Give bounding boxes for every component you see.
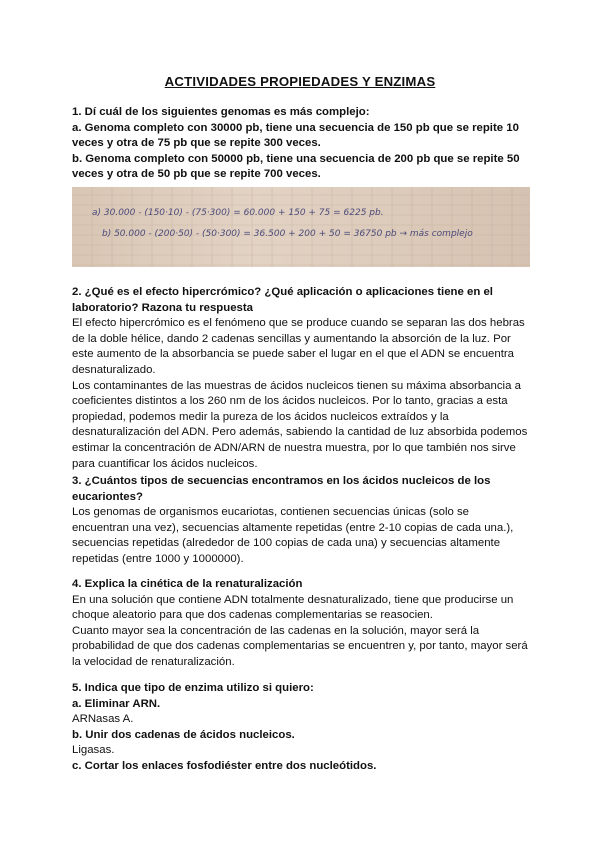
question-1	[72, 105, 528, 183]
q5-option-b: b. Unir dos cadenas de ácidos nucleicos.	[72, 728, 295, 741]
q4-question: 4. Explica la cinética de la renaturalización	[72, 578, 303, 590]
q3-paragraph-1: Los genomas de organismos eucariotas, contienen secuencias únicas (solo se encuentran una vez), secuencias altamente repetidas (entre 2-10 copias de cada una.), secuencias repetidas (alrededor de 100 copias de cada una) y secuencias altamente repetidas (entre 1000 y 1000000).	[72, 506, 514, 565]
q1-option-a: a. Genoma completo con 30000 pb, tiene una secuencia de 150 pb que se repite 10 veces y otra de 75 pb que se repite 300 veces.	[72, 121, 519, 150]
q5-answer-b: Ligasas.	[72, 744, 115, 757]
q1-option-b: b. Genoma completo con 50000 pb, tiene una secuencia de 200 pb que se repite 50 veces y otra de 50 pb que se repite 700 veces.	[72, 152, 520, 181]
q5-option-c: c. Cortar los enlaces fosfodiéster entre dos nucleótidos.	[72, 759, 377, 772]
q2-question: 2. ¿Qué es el efecto hipercrómico? ¿Qué aplicación o aplicaciones tiene en el laboratorio? Razona tu respuesta	[72, 286, 493, 314]
question-4	[72, 577, 528, 671]
page-title: ACTIVIDADES PROPIEDADES Y ENZIMAS	[164, 74, 436, 89]
question-2	[72, 285, 528, 472]
question-3	[72, 474, 528, 568]
q3-question: 3. ¿Cuántos tipos de secuencias encontramos en los ácidos nucleicos de los eucariontes?	[72, 475, 491, 503]
q1-question: 1. Dí cuál de los siguientes genomas es más complejo:	[72, 106, 370, 118]
question-5	[72, 681, 528, 775]
q4-paragraph-2: Cuanto mayor sea la concentración de las cadenas en la solución, mayor será la probabilidad de que dos cadenas complementarias se encuentren y, por tanto, mayor será la velocidad de renaturalización.	[72, 624, 528, 668]
q2-paragraph-2: Los contaminantes de las muestras de ácidos nucleicos tienen su máxima absorbancia a coeficientes distintos a los 260 nm de los ácidos nucleicos. Por lo tanto, gracias a esta propiedad, podemos medir la pureza de los ácidos nucleicos extraídos y la desnaturalización del ADN. Pero además, sabiendo la cantidad de luz absorbida podemos estimar la concentración de ADN/ARN de nuestra muestra, por lo que también nos sirve para cuantificar los ácidos nucleicos.	[72, 379, 528, 470]
q4-paragraph-1: En una solución que contiene ADN totalmente desnaturalizado, tiene que producirse un choque aleatorio para que dos cadenas complementarias se reasocien.	[72, 593, 514, 622]
q2-paragraph-1: El efecto hipercrómico es el fenómeno que se produce cuando se separan las dos hebras de la doble hélice, dando 2 cadenas sencillas y aumentando la absorción de la luz. Por este aumento de la absorbancia se puede saber el lugar en el que el ADN se encuentra desnaturalizado.	[72, 317, 525, 376]
q5-answer-a: ARNasas A.	[72, 713, 134, 726]
q5-question: 5. Indica que tipo de enzima utilizo si quiero:	[72, 682, 314, 694]
q5-option-a: a. Eliminar ARN.	[72, 697, 161, 710]
handwritten-line-b: b) 50.000 - (200·50) - (50·300) = 36.500 + 200 + 50 = 36750 pb → más complejo	[102, 229, 473, 239]
handwritten-answer-photo	[72, 187, 530, 267]
handwritten-line-a: a) 30.000 - (150·10) - (75·300) = 60.000 + 150 + 75 = 6225 pb.	[92, 208, 384, 218]
